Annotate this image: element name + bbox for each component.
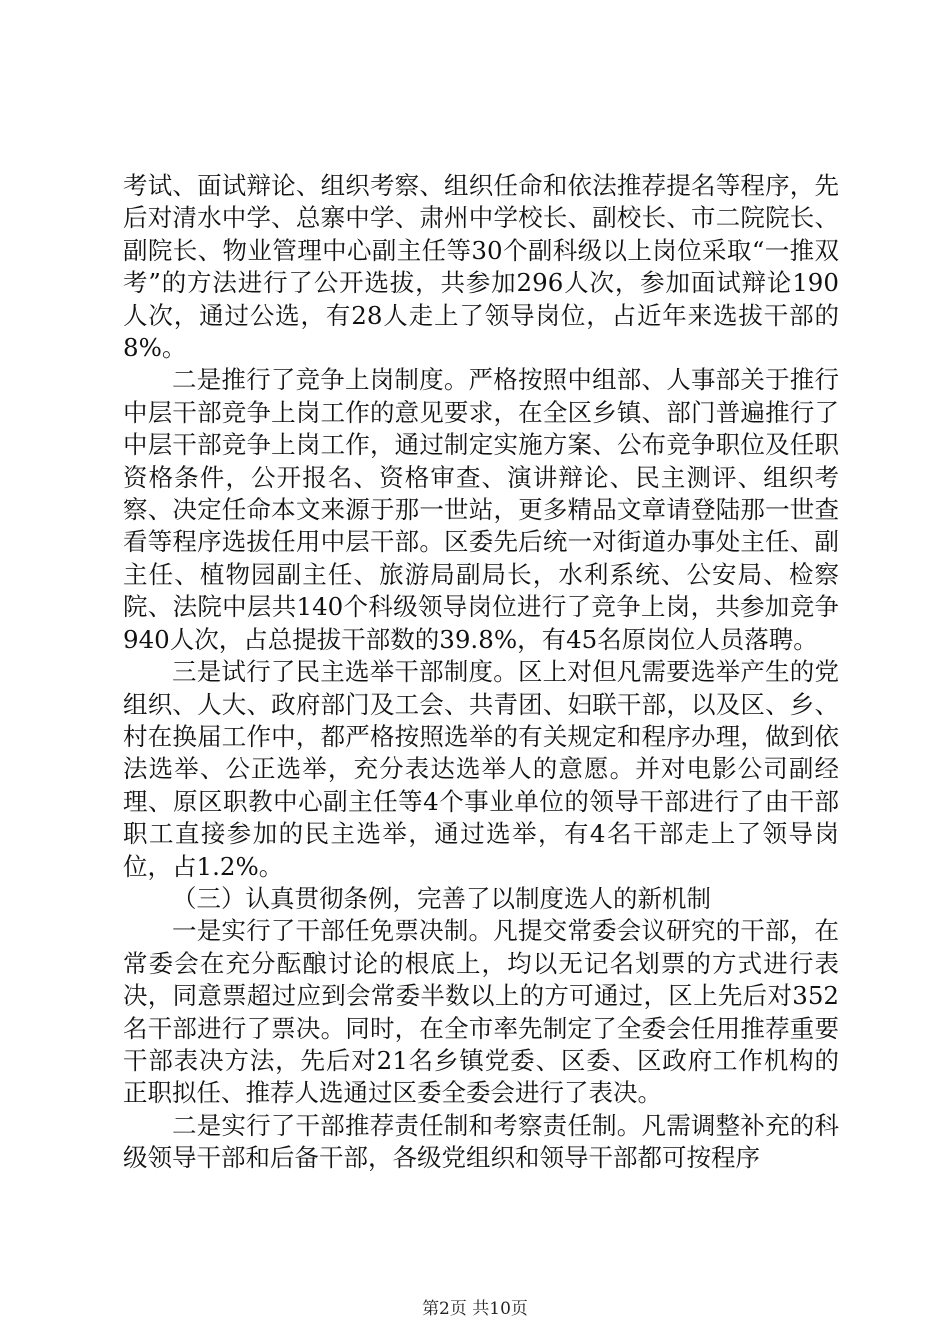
paragraph-1: 考试、面试辩论、组织考察、组织任命和依法推荐提名等程序，先后对清水中学、总寨中学、肃州中学校长、副校长、市二院院长、副院长、物业管理中心副主任等30个副科级以上岗位采取“一推双考”的方法进行了公开选拔，共参加296人次，参加面试辩论190人次，通过公选，有28人走上了领导岗位，占近年来选拔干部的8%。: [123, 171, 839, 363]
document-body: [123, 170, 839, 1175]
page-number-footer: 第2页 共10页: [422, 1299, 528, 1319]
section-heading: （三）认真贯彻条例，完善了以制度选人的新机制: [172, 883, 711, 913]
paragraph-3: 三是试行了民主选举干部制度。区上对但凡需要选举产生的党组织、人大、政府部门及工会、共青团、妇联干部，以及区、乡、村在换届工作中，都严格按照选举的有关规定和程序办理，做到依法选举、公正选举，充分表达选举人的意愿。并对电影公司副经理、原区职教中心副主任等4个事业单位的领导干部进行了由干部职工直接参加的民主选举，通过选举，有4名干部走上了领导岗位，占1.2%。: [123, 657, 839, 881]
paragraph-4: 一是实行了干部任免票决制。凡提交常委会议研究的干部，在常委会在充分酝酿讨论的根底上，均以无记名划票的方式进行表决，同意票超过应到会常委半数以上的方可通过，区上先后对352名干部进行了票决。同时，在全市率先制定了全委会任用推荐重要干部表决方法，先后对21名乡镇党委、区委、区政府工作机构的正职拟任、推荐人选通过区委全委会进行了表决。: [123, 916, 839, 1108]
paragraph-2: 二是推行了竞争上岗制度。严格按照中组部、人事部关于推行中层干部竞争上岗工作的意见要求，在全区乡镇、部门普遍推行了中层干部竞争上岗工作，通过制定实施方案、公布竞争职位及任职资格条件，公开报名、资格审查、演讲辩论、民主测评、组织考察、决定任命本文来源于那一世站，更多精品文章请登陆那一世查看等程序选拔任用中层干部。区委先后统一对街道办事处主任、副主任、植物园副主任、旅游局副局长，水利系统、公安局、检察院、法院中层共140个科级领导岗位进行了竞争上岗，共参加竞争940人次，占总提拔干部数的39.8%，有45名原岗位人员落聘。: [123, 365, 839, 654]
paragraph-5: 二是实行了干部推荐责任制和考察责任制。凡需调整补充的科级领导干部和后备干部，各级党组织和领导干部都可按程序: [123, 1110, 839, 1173]
